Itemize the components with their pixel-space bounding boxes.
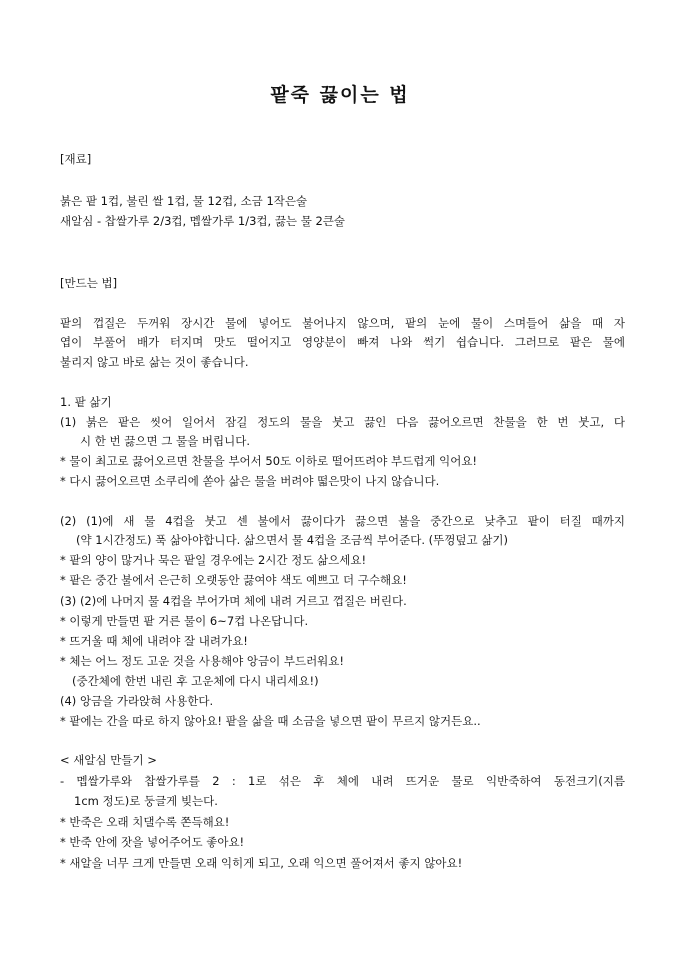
tip-line: * 체는 어느 정도 고운 것을 사용해야 앙금이 부드러워요! <box>60 654 344 668</box>
tip-line: * 반죽 안에 잣을 넣어주어도 좋아요! <box>60 835 245 849</box>
step1-heading: 1. 팥 삶기 <box>60 395 112 409</box>
tip-line: * 다시 끓어오르면 소쿠리에 쏟아 삶은 물을 버려야 떫은맛이 나지 않습니다. <box>60 474 440 488</box>
step-text: (2) (1)에 새 물 4컵을 붓고 센 불에서 끓이다가 끓으면 불을 중간으로 낮추고 팥이 터질 때까지 <box>60 514 625 528</box>
tip-line: * 반죽은 오래 치댈수록 쫀득해요! <box>60 815 230 829</box>
tip-line: * 팥의 양이 많거나 묵은 팥일 경우에는 2시간 정도 삶으세요! <box>60 553 367 567</box>
step-text: 시 한 번 끓으면 그 물을 버립니다. <box>80 434 251 448</box>
tip-line: * 뜨거울 때 체에 내려야 잘 내려가요! <box>60 634 248 648</box>
tip-line: * 팥은 중간 불에서 은근히 오랫동안 끓여야 색도 예쁘고 더 구수해요! <box>60 573 407 587</box>
tip-line: (중간체에 한번 내린 후 고운체에 다시 내리세요!) <box>72 674 319 688</box>
ingredient-line: 붉은 팥 1컵, 불린 쌀 1컵, 물 12컵, 소금 1작은술 <box>60 194 308 208</box>
intro-line: 엽이 부풀어 배가 터지며 맛도 떨어지고 영양분이 빠져 나와 썩기 쉽습니다. 그러므로 팥은 물에 <box>60 335 625 349</box>
step-text: (약 1시간정도) 푹 삶아야합니다. 삶으면서 물 4컵을 조금씩 부어준다. (뚜껑덮고 삶기) <box>76 533 508 547</box>
tip-line: * 물이 최고로 끓어오르면 찬물을 부어서 50도 이하로 떨어뜨려야 부드럽게 익어요! <box>60 454 478 468</box>
intro-line: 불리지 않고 바로 삶는 것이 좋습니다. <box>60 355 249 369</box>
ingredients-heading: [재료] <box>60 152 92 166</box>
tip-line: * 팥에는 간을 따로 하지 않아요! 팥을 삶을 때 소금을 넣으면 팥이 무르지 않거든요.. <box>60 714 481 728</box>
intro-line: 팥의 껍질은 두꺼워 장시간 물에 넣어도 불어나지 않으며, 팥의 눈에 물이 스며들어 삶을 때 자 <box>60 316 625 330</box>
step-text: 1cm 정도)로 둥글게 빚는다. <box>74 794 218 808</box>
step-text: (1) 붉은 팥은 씻어 일어서 잠길 정도의 물을 붓고 끓인 다음 끓어오르면 찬물을 한 번 붓고, 다 <box>60 415 625 429</box>
tip-line: * 이렇게 만들면 팥 거른 물이 6~7컵 나온답니다. <box>60 614 309 628</box>
method-heading: [만드는 법] <box>60 276 118 290</box>
saeal-heading: < 새알심 만들기 > <box>60 753 157 767</box>
step-text: (4) 앙금을 가라앉혀 사용한다. <box>60 694 214 708</box>
step-text: (3) (2)에 나머지 물 4컵을 부어가며 체에 내려 거르고 껍질은 버린다. <box>60 594 407 608</box>
tip-line: * 새알을 너무 크게 만들면 오래 익히게 되고, 오래 익으면 풀어져서 좋지 않아요! <box>60 856 463 870</box>
step-text: - 멥쌀가루와 찹쌀가루를 2 : 1로 섞은 후 체에 내려 뜨거운 물로 익반죽하여 동전크기(지름 <box>60 774 625 788</box>
ingredient-line: 새알심 - 찹쌀가루 2/3컵, 멥쌀가루 1/3컵, 끓는 물 2큰술 <box>60 214 345 228</box>
page-title: 팥죽 끓이는 법 <box>270 84 410 106</box>
